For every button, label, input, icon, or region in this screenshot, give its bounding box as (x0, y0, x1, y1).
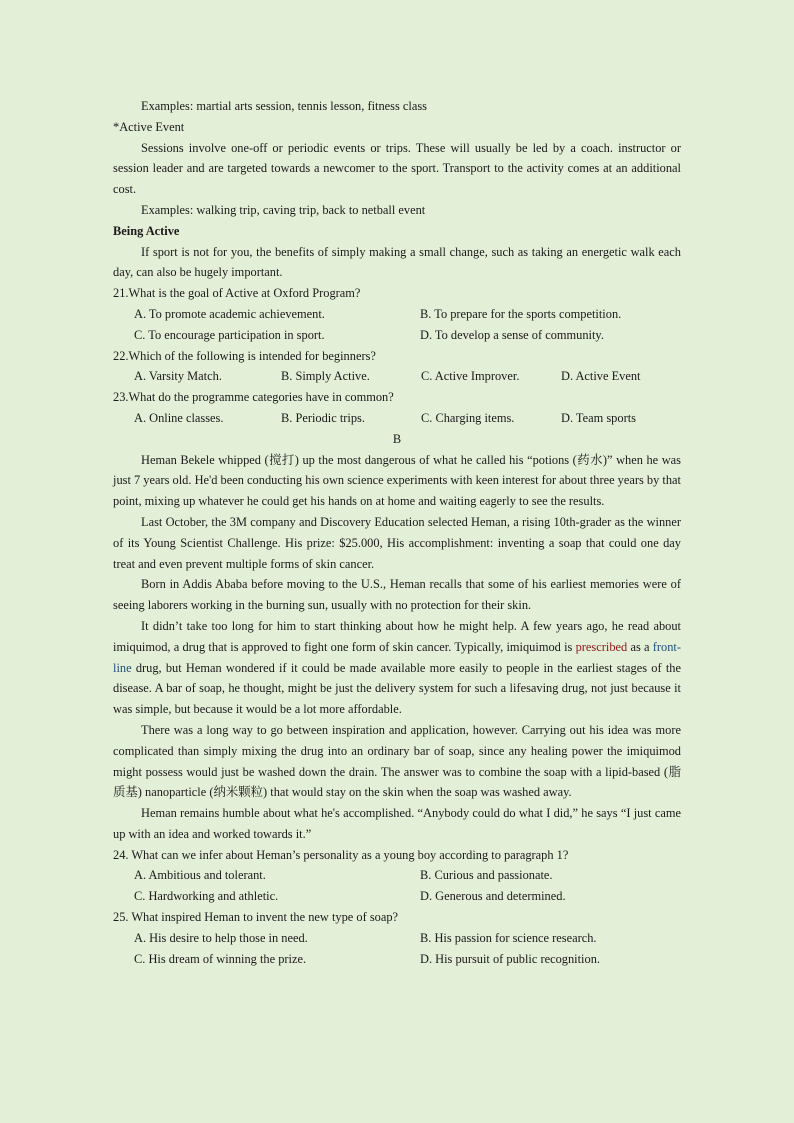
question-22-option-a: A. Varsity Match. (134, 369, 222, 384)
being-active-paragraph: If sport is not for you, the benefits of simply making a small change, such as taking an energetic walk each day, can also be hugely important. (113, 244, 681, 280)
question-23-option-d: D. Team sports (561, 410, 636, 425)
passage-b-paragraph-4 (113, 616, 681, 720)
passage-b-paragraph-3: Born in Addis Ababa before moving to the U.S., Heman recalls that some of his earliest memories were of seeing laborers working in the burning sun, usually with no protection for their skin. (113, 577, 681, 613)
examples-line-2: Examples: walking trip, caving trip, back to netball event (141, 202, 426, 217)
paragraph-4-part-1: It didn’t take too long for him to start thinking about how he might help. A few years ago, he read about imiquimod, a drug that is approved to fight one form of skin cancer. Typically, imiquimod is (113, 618, 681, 654)
question-24-option-c: C. Hardworking and athletic. (134, 889, 279, 904)
question-23-stem: 23.What do the programme categories have in common? (113, 390, 394, 405)
question-22-option-d: D. Active Event (561, 369, 641, 384)
highlighted-word-front-line: front-line (113, 639, 681, 675)
question-24-option-b: B. Curious and passionate. (420, 868, 553, 883)
passage-b-paragraph-2: Last October, the 3M company and Discovery Education selected Heman, a rising 10th-grader as the winner of its Young Scientist Challenge. His prize: $25.000, His accomplishment: inventing a soap that could one day treat and even prevent multiple forms of skin cancer. (113, 514, 681, 571)
question-24-stem: 24. What can we infer about Heman’s personality as a young boy according to paragraph 1? (113, 847, 569, 862)
highlighted-word-prescribed: prescribed (575, 639, 628, 654)
passage-b-paragraph-5: There was a long way to go between inspiration and application, however. Carrying out his idea was more complicated than simply mixing the drug into an ordinary bar of soap, since any healing power the imiquimod might possess would just be washed down the drain. The answer was to combine the soap with a lipid-based (脂质基) nanoparticle (纳米颗粒) that would stay on the skin when the soap was washed away. (113, 722, 681, 800)
question-21-option-c: C. To encourage participation in sport. (134, 327, 325, 342)
question-21-options (113, 304, 681, 346)
question-21-option-a: A. To promote academic achievement. (134, 306, 325, 321)
question-25-option-a: A. His desire to help those in need. (134, 930, 308, 945)
question-23-option-b: B. Periodic trips. (281, 410, 365, 425)
being-active-heading: Being Active (113, 223, 180, 238)
question-21-option-b: B. To prepare for the sports competition. (420, 306, 622, 321)
question-22-options (113, 366, 681, 387)
passage-b-paragraph-1: Heman Bekele whipped (搅打) up the most dangerous of what he called his “potions (药水)” when he was just 7 years old. He'd been conducting his own science experiments with keen interest for about three years by that point, mixing up whatever he could get his hands on at home and waiting eagerly to see the results. (113, 452, 681, 509)
paragraph-4-part-2: as a (627, 639, 653, 654)
question-25-options (113, 928, 681, 970)
section-b-label: B (392, 431, 402, 446)
question-22-stem: 22.Which of the following is intended for beginners? (113, 348, 376, 363)
passage-b-paragraph-6: Heman remains humble about what he's accomplished. “Anybody could do what I did,” he says “I just came up with an idea and worked towards it.” (113, 806, 681, 841)
question-23-option-c: C. Charging items. (421, 410, 515, 425)
paragraph-4-part-3: drug, but Heman wondered if it could be made available more easily to people in the earliest stages of the disease. A bar of soap, he thought, might be just the delivery system for such a lifesaving drug, not just because it was simple, but because it would be a lot more affordable. (113, 660, 681, 717)
question-22-option-c: C. Active Improver. (421, 369, 520, 384)
question-24-option-a: A. Ambitious and tolerant. (134, 868, 266, 883)
question-21-option-d: D. To develop a sense of community. (420, 327, 604, 342)
question-24-options (113, 865, 681, 907)
active-event-heading: *Active Event (113, 119, 185, 134)
examples-line-1: Examples: martial arts session, tennis lesson, fitness class (141, 99, 427, 113)
question-23-options (113, 408, 681, 429)
question-25-stem: 25. What inspired Heman to invent the new type of soap? (113, 910, 399, 925)
question-25-option-c: C. His dream of winning the prize. (134, 951, 307, 966)
question-23-option-a: A. Online classes. (134, 410, 224, 425)
question-22-option-b: B. Simply Active. (281, 369, 370, 384)
question-25-option-b: B. His passion for science research. (420, 930, 597, 945)
question-24-option-d: D. Generous and determined. (420, 889, 566, 904)
active-event-paragraph: Sessions involve one-off or periodic events or trips. These will usually be led by a coach. instructor or session leader and are targeted towards a newcomer to the sport. Transport to the activity comes at an additional cost. (113, 140, 681, 197)
question-21-stem: 21.What is the goal of Active at Oxford Program? (113, 286, 361, 301)
question-25-option-d: D. His pursuit of public recognition. (420, 951, 600, 966)
